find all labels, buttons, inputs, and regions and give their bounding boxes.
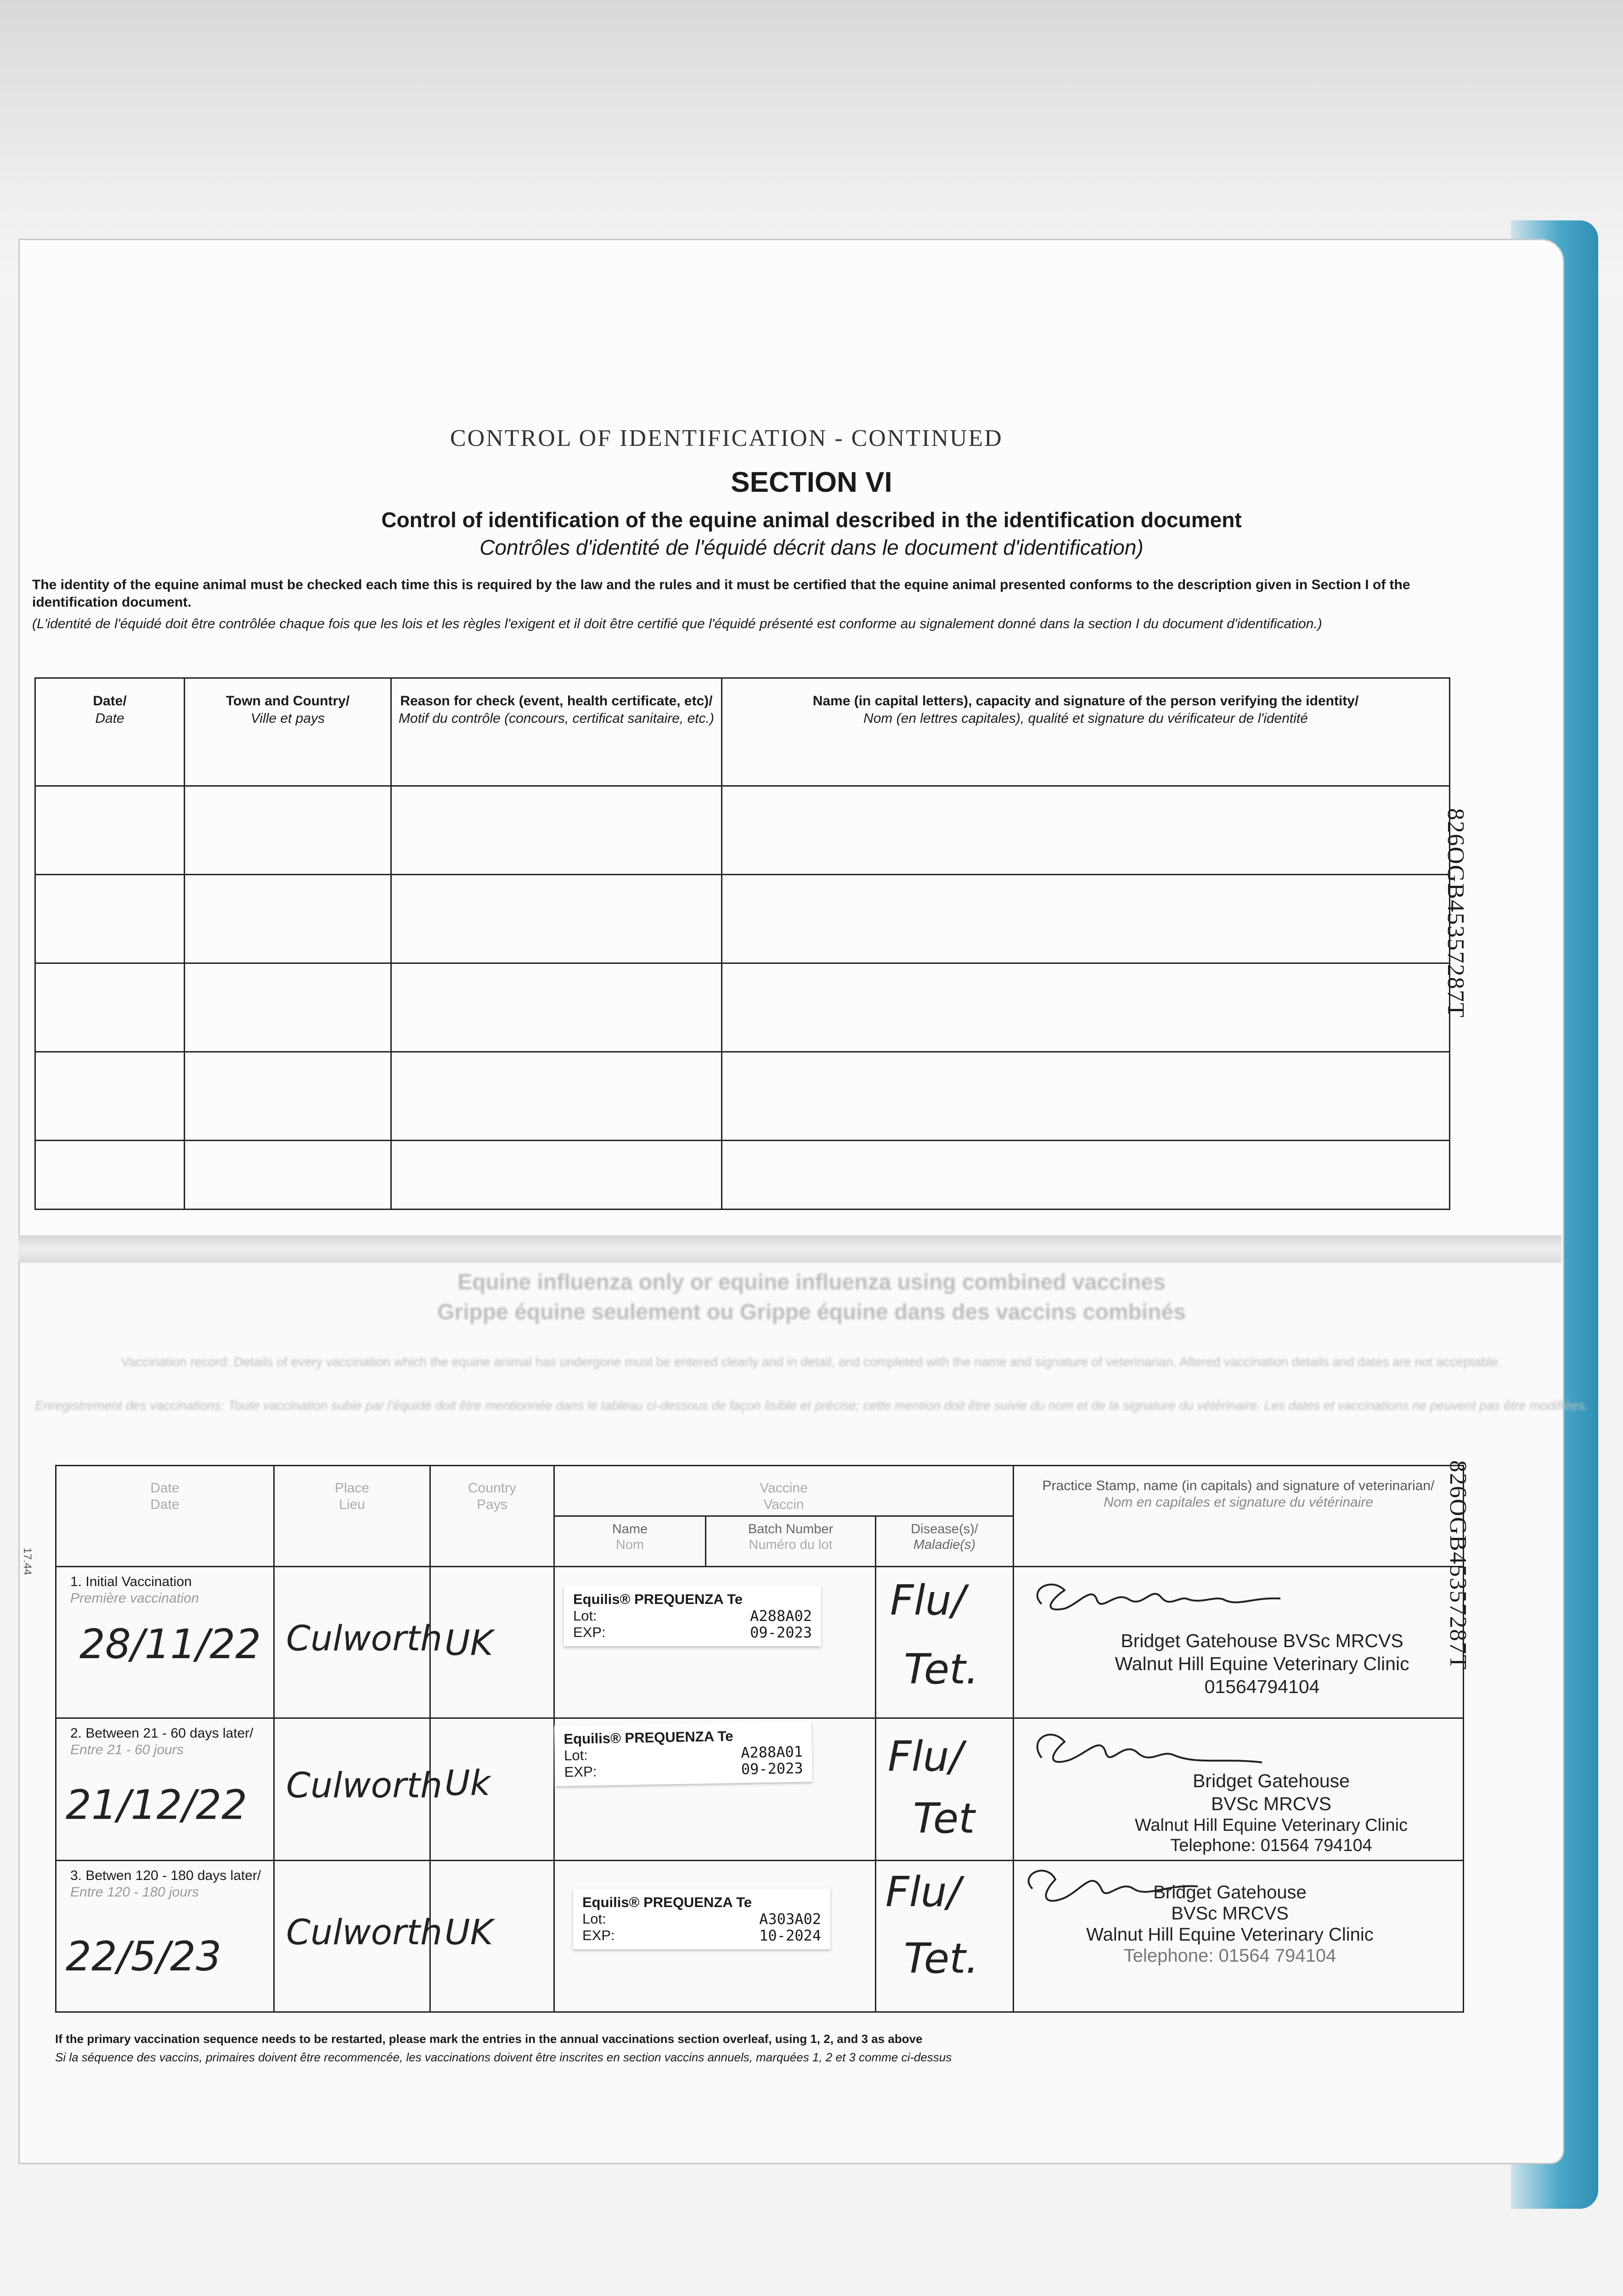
id-number-upper: 826OGB45357287T — [1443, 808, 1469, 1019]
row-country-cell — [430, 1718, 554, 1861]
running-title: CONTROL OF IDENTIFICATION - CONTINUED — [450, 425, 1003, 451]
col-name-header: Name Nom — [554, 1516, 706, 1567]
footnote-english: If the primary vaccination sequence needs to be restarted, please mark the entries in the annual vaccinations section overleaf, using 1, 2, and 3 as above — [55, 2032, 923, 2046]
vet-signature — [1023, 1572, 1299, 1627]
vet-stamp: Bridget Gatehouse BVSc MRCVS Walnut Hill Equine Veterinary Clinic Telephone: 01564 794104 — [1086, 1882, 1374, 1966]
handwritten-disease: Tet. — [904, 1935, 979, 1983]
row-vaccine-cell — [554, 1861, 876, 2012]
handwritten-country: Uk — [445, 1762, 490, 1803]
row-disease-cell — [876, 1567, 1014, 1718]
vet-stamp: Bridget Gatehouse BVSc MRCVS Walnut Hill Equine Veterinary Clinic 01564794104 — [1115, 1630, 1409, 1697]
table-row — [35, 963, 1450, 1052]
table-row — [35, 1052, 1450, 1141]
row-date-cell: 2. Between 21 - 60 days later/ Entre 21 - 60 jours 21/12/22 — [56, 1718, 274, 1861]
intro-english: The identity of the equine animal must be checked each time this is required by the law and the rules and it must be certified that the equine animal presented conforms to the description given in Section I of the identification document. — [32, 577, 1410, 610]
faded-instructions-en: Vaccination record: Details of every vaccination which the equine animal has undergone must be entered clearly and in detail, and completed with the name and signature of veterinarian. Altered vaccination details and dates are not acceptable. — [121, 1355, 1502, 1369]
col-stamp-header: Practice Stamp, name (in capitals) and signature of veterinarian/ Nom en capitales et signature du vétérinaire — [1014, 1466, 1464, 1567]
handwritten-date: 28/11/22 — [79, 1621, 261, 1668]
row-vet-cell — [1014, 1567, 1464, 1718]
col-verifier-header: Name (in capital letters), capacity and signature of the person verifying the identity/ Nom (en lettres capitales), qualité et signature du vérificateur de l'identité — [722, 678, 1450, 786]
handwritten-country: UK — [445, 1912, 493, 1953]
id-number-lower: 826OGB45357287T — [1445, 1460, 1471, 1671]
handwritten-place: Culworth — [286, 1618, 443, 1659]
handwritten-disease: Flu/ — [885, 1868, 961, 1916]
col-country-header: Country Pays — [430, 1466, 554, 1567]
table-row — [56, 1718, 1464, 1861]
table-row — [56, 1861, 1464, 2012]
row-place-cell — [274, 1861, 443, 2012]
col-place-header: Place Lieu — [274, 1466, 430, 1567]
handwritten-disease: Tet. — [904, 1645, 979, 1694]
handwritten-place: Culworth — [286, 1912, 443, 1953]
col-town-header: Town and Country/ Ville et pays — [185, 678, 391, 786]
vet-stamp: Bridget Gatehouse BVSc MRCVS — [1193, 1770, 1350, 1814]
identity-check-table — [34, 677, 1450, 1210]
row-vaccine-cell — [554, 1567, 876, 1718]
col-date-header: Date Date — [56, 1466, 274, 1567]
faded-instructions-fr: Enregistrement des vaccinations: Toute vaccination subie par l'équidé doit être mentionnée dans le tableau ci-dessous de façon lisible et précise; cette mention doit être suivie du nom et de la signature du vétérinaire. Les dates et vaccinations ne peuvent pas être modifiées. — [35, 1398, 1588, 1412]
page-fold — [18, 1235, 1561, 1263]
faded-heading-en: Equine influenza only or equine influenza using combined vaccines — [457, 1270, 1166, 1294]
table-row — [35, 1141, 1450, 1210]
col-reason-header: Reason for check (event, health certificate, etc)/ Motif du contrôle (concours, certificat sanitaire, etc.) — [391, 678, 722, 786]
faded-heading-fr: Grippe équine seulement ou Grippe équine dans des vaccins combinés — [437, 1300, 1186, 1324]
row-disease-cell — [876, 1718, 1014, 1861]
handwritten-disease: Flu/ — [888, 1733, 964, 1781]
table-row — [56, 1567, 1464, 1718]
handwritten-country: UK — [445, 1622, 493, 1663]
heading-english: Control of identification of the equine animal described in the identification document — [381, 508, 1242, 532]
row-place-cell — [274, 1718, 443, 1861]
col-date-header: Date/ Date — [35, 678, 185, 786]
handwritten-date: 22/5/23 — [66, 1933, 222, 1980]
row-date-cell: 3. Betwen 120 - 180 days later/ Entre 120 - 180 jours 22/5/23 — [56, 1861, 274, 2012]
table-row — [35, 786, 1450, 875]
col-vaccine-header: Vaccine Vaccin — [554, 1466, 1014, 1516]
row-country-cell — [430, 1861, 554, 2012]
row-country-cell — [430, 1567, 554, 1718]
row-date-cell: 1. Initial Vaccination Première vaccination 28/11/22 — [56, 1567, 274, 1718]
vaccine-batch-sticker: Equilis® PREQUENZA Te Lot: A303A02 EXP: 10-2024 — [573, 1889, 830, 1949]
footnote-french: Si la séquence des vaccins, primaires doivent être recommencée, les vaccinations doivent être inscrites en section vaccins annuels, marquées 1, 2 et 3 comme ci-dessus — [55, 2050, 952, 2064]
row-vet-cell — [1014, 1718, 1464, 1861]
row-vaccine-cell — [554, 1718, 876, 1861]
section-title: SECTION VI — [731, 467, 892, 498]
vaccine-batch-sticker: Equilis® PREQUENZA Te Lot: A288A02 EXP: 09-2023 — [564, 1586, 821, 1646]
row-disease-cell — [876, 1861, 1014, 2012]
col-batch-header: Batch Number Numéro du lot — [706, 1516, 876, 1567]
vaccination-table — [55, 1465, 1464, 2013]
handwritten-place: Culworth — [286, 1765, 443, 1806]
intro-french: (L'identité de l'équidé doit être contrôlée chaque fois que les lois et les règles l'exigent et il doit être certifié que l'équidé présenté est conforme au signalement donné dans la section I du document d'identification.) — [32, 616, 1322, 631]
row-place-cell — [274, 1567, 443, 1718]
vaccine-batch-sticker: Equilis® PREQUENZA Te Lot: A288A01 EXP: 09-2023 — [554, 1721, 812, 1786]
table-row — [35, 875, 1450, 963]
col-disease-header: Disease(s)/ Maladie(s) — [876, 1516, 1014, 1567]
handwritten-disease: Flu/ — [890, 1576, 966, 1625]
vet-stamp-clinic: Walnut Hill Equine Veterinary Clinic Telephone: 01564 794104 — [1134, 1816, 1408, 1855]
handwritten-disease: Tet — [913, 1795, 975, 1843]
row-vet-cell — [1014, 1861, 1464, 2012]
heading-french: Contrôles d'identité de l'équidé décrit dans le document d'identification) — [479, 535, 1144, 559]
handwritten-date: 21/12/22 — [66, 1781, 248, 1829]
side-mark: 17.44 — [21, 1548, 34, 1576]
